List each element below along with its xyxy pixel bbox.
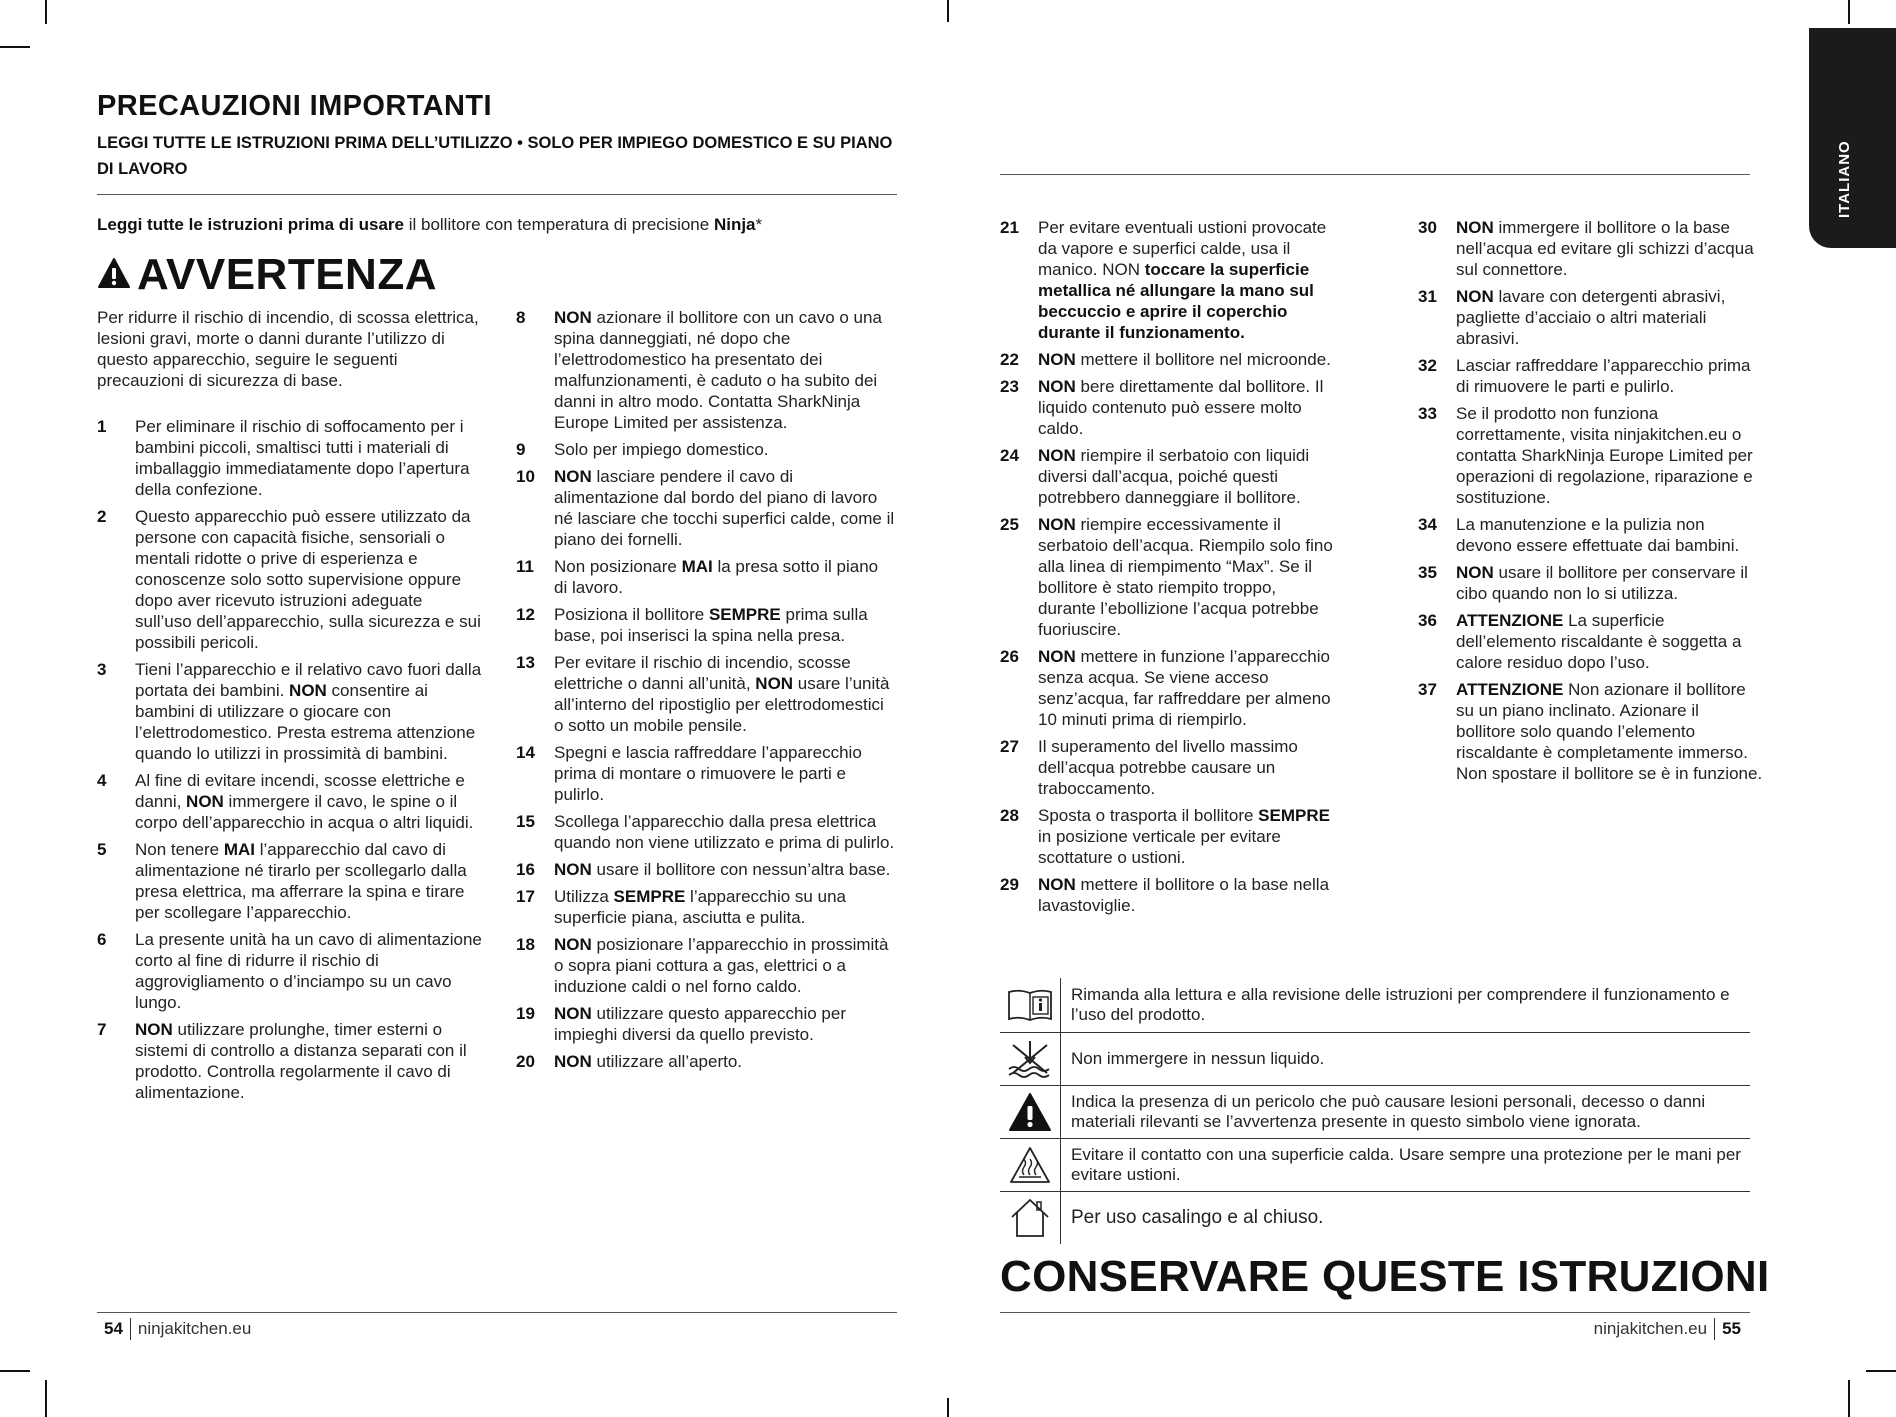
symbol-text: Rimanda alla lettura e alla revisione delle istruzioni per comprendere il funzionamento e l’uso del prodotto. (1071, 985, 1730, 1024)
precaution-item: 7 NON utilizzare prolunghe, timer esterni o sistemi di controllo a distanza separati con il prodotto. Controlla regolarmente il cavo di alimentazione. (97, 1020, 467, 1102)
keep-instructions-title: CONSERVARE QUESTE ISTRUZIONI (1000, 1252, 1770, 1301)
intro-bold: Leggi tutte le istruzioni prima di usare (97, 215, 404, 234)
header-rule (1000, 174, 1750, 175)
precaution-item: 23 NON bere direttamente dal bollitore. Il liquido contenuto può essere molto caldo. (1000, 377, 1324, 438)
hot-surface-icon (1000, 1139, 1061, 1191)
intro-mark: * (755, 215, 763, 234)
precaution-item: 20 NON utilizzare all’aperto. (516, 1052, 743, 1071)
page-number: 54 (104, 1319, 123, 1338)
precaution-list-1 (97, 416, 482, 1103)
precaution-item: 3 Tieni l’apparecchio e il relativo cavo fuori dalla portata dei bambini. NON consentire ai bambini di utilizzare o giocare con l’elettrodomestico. Presta estrema attenzione quando lo utilizzi in prossimità di bambini. (97, 660, 482, 763)
language-label: ITALIANO (1836, 140, 1853, 218)
footer-divider (130, 1318, 131, 1340)
header-rule (97, 194, 897, 195)
intro-line (97, 215, 762, 235)
symbol-row (1000, 1033, 1750, 1086)
precaution-item: 21 Per evitare eventuali ustioni provocate da vapore e superfici calde, usa il manico. NON toccare la superficie metallica né allungare la mano sul beccuccio e aprire il coperchio durante il funzionamento. (1000, 218, 1327, 342)
precaution-item: 33 Se il prodotto non funziona correttamente, visita ninjakitchen.eu o contatta SharkNinja Europe Limited per operazioni di regolazione, riparazione e sostituzione. (1418, 404, 1753, 507)
precaution-item: 22 NON mettere il bollitore nel microonde. (1000, 350, 1331, 369)
precaution-item: 12 Posiziona il bollitore SEMPRE prima sulla base, poi inserisci la spina nella presa. (516, 605, 868, 645)
precaution-item: 32 Lasciar raffreddare l’apparecchio prima di rimuovere le parti e pulirlo. (1418, 356, 1751, 396)
symbol-row (1000, 1086, 1750, 1139)
symbols-table (1000, 978, 1750, 1244)
precaution-item: 37 ATTENZIONE Non azionare il bollitore su un piano inclinato. Azionare il bollitore solo quando l’elemento riscaldante è completamente immerso. Non spostare il bollitore se è in funzione. (1418, 680, 1763, 783)
precaution-list-4 (1418, 217, 1763, 784)
language-tab (1809, 28, 1896, 248)
do-not-immerse-icon (1000, 1033, 1061, 1085)
precaution-item: 36 ATTENZIONE La superficie dell’elemento riscaldante è soggetta a calore residuo dopo l’uso. (1418, 611, 1742, 672)
precaution-item: 5 Non tenere MAI l’apparecchio dal cavo di alimentazione né tirarlo per scollegarlo dalla presa elettrica, ma afferrare la spina e tirare per scollegare l’apparecchio. (97, 840, 467, 922)
precaution-item: 18 NON posizionare l’apparecchio in prossimità o sopra piani cottura a gas, elettrici o a induzione caldi o nel forno caldo. (516, 935, 889, 996)
footer-site: ninjakitchen.eu (1593, 1319, 1708, 1338)
symbol-text: Per uso casalingo e al chiuso. (1071, 1207, 1324, 1228)
left-column-1 (97, 307, 482, 1109)
symbol-row (1000, 978, 1750, 1033)
precaution-item: 10 NON lasciare pendere il cavo di alimentazione dal bordo del piano di lavoro né lasciare che tocchi superfici calde, come il piano dei fornelli. (516, 467, 895, 549)
precaution-item: 4 Al fine di evitare incendi, scosse elettriche e danni, NON immergere il cavo, le spine o il corpo dell’apparecchio in acqua o altri liquidi. (97, 771, 474, 832)
footer-left (104, 1318, 251, 1340)
warning-triangle-icon (97, 257, 131, 294)
precaution-item: 13 Per evitare il rischio di incendio, scosse elettriche o danni all’unità, NON usare l’unità all’interno del ripostiglio per elettrodomestici o sotto un mobile pensile. (516, 653, 890, 735)
precaution-item: 25 NON riempire eccessivamente il serbatoio dell’acqua. Riempilo solo fino alla linea di riempimento “Max”. Se il bollitore è stato riempito troppo, durante l’ebollizione l’acqua potrebbe fuoriuscire. (1000, 515, 1333, 639)
warning-title: AVVERTENZA (137, 250, 437, 299)
footer-divider (1714, 1318, 1715, 1340)
precaution-list-3 (1000, 217, 1335, 916)
footer-site: ninjakitchen.eu (137, 1319, 252, 1338)
warning-heading (97, 250, 437, 300)
precaution-list-2 (516, 307, 896, 1072)
precaution-item: 15 Scollega l’apparecchio dalla presa elettrica quando non viene utilizzato e prima di pulirlo. (516, 812, 895, 852)
precaution-item: 24 NON riempire il serbatoio con liquidi diversi dall’acqua, poiché questi potrebbero danneggiare il bollitore. (1000, 446, 1310, 507)
warning-text: Per ridurre il rischio di incendio, di scossa elettrica, lesioni gravi, morte o danni durante l’utilizzo di questo apparecchio, seguire le seguenti precauzioni di sicurezza di base. (97, 308, 479, 390)
footer-rule (1000, 1312, 1750, 1313)
indoor-home-icon (1000, 1192, 1061, 1244)
precaution-item: 17 Utilizza SEMPRE l’apparecchio su una superficie piana, asciutta e pulita. (516, 887, 846, 927)
precaution-item: 27 Il superamento del livello massimo dell’acqua potrebbe causare un traboccamento. (1000, 737, 1298, 798)
precaution-item: 16 NON usare il bollitore con nessun’altra base. (516, 860, 891, 879)
footer-right (1594, 1318, 1741, 1340)
symbol-row (1000, 1139, 1750, 1192)
page-subtitle: LEGGI TUTTE LE ISTRUZIONI PRIMA DELL’UTILIZZO • SOLO PER IMPIEGO DOMESTICO E SU PIANO DI LAVORO (97, 134, 893, 178)
symbol-text: Evitare il contatto con una superficie calda. Usare sempre una protezione per le mani per evitare ustioni. (1071, 1145, 1741, 1184)
intro-brand: Ninja (713, 215, 756, 234)
precaution-item: 2 Questo apparecchio può essere utilizzato da persone con capacità fisiche, sensoriali o mentali ridotte o prive di esperienza e conoscenze solo sotto supervisione oppure dopo aver ricevuto istruzioni adeguate sull’uso dell’apparecchio, sulla sicurezza e sui possibili pericoli. (97, 507, 481, 652)
footer-rule (97, 1312, 897, 1313)
right-page (948, 0, 1896, 1417)
precaution-item: 11 Non posizionare MAI la presa sotto il piano di lavoro. (516, 557, 879, 597)
symbol-row (1000, 1192, 1750, 1244)
precaution-item: 26 NON mettere in funzione l’apparecchio senza acqua. Se viene acceso senz’acqua, far raffreddare per almeno 10 minuti prima di riempirlo. (1000, 647, 1331, 729)
page-number: 55 (1722, 1319, 1741, 1338)
symbol-text: Non immergere in nessun liquido. (1071, 1049, 1325, 1068)
precaution-item: 34 La manutenzione e la pulizia non devono essere effettuate dai bambini. (1418, 515, 1740, 555)
precaution-item: 1 Per eliminare il rischio di soffocamento per i bambini piccoli, smaltisci tutti i materiali di imballaggio immediatamente dopo l’apertura della confezione. (97, 417, 470, 499)
danger-triangle-icon (1000, 1086, 1061, 1138)
precaution-item: 9 Solo per impiego domestico. (516, 440, 769, 459)
precaution-item: 31 NON lavare con detergenti abrasivi, pagliette d’acciaio o altri materiali abrasivi. (1418, 287, 1726, 348)
symbol-text: Indica la presenza di un pericolo che può causare lesioni personali, decesso o danni materiali rilevanti se l’avvertenza presente in questo simbolo viene ignorata. (1071, 1092, 1706, 1131)
precaution-item: 30 NON immergere il bollitore o la base nell’acqua ed evitare gli schizzi d’acqua sul connettore. (1418, 218, 1754, 279)
precaution-item: 28 Sposta o trasporta il bollitore SEMPRE in posizione verticale per evitare scottature o ustioni. (1000, 806, 1330, 867)
intro-text: il bollitore con temperatura di precisione (404, 215, 714, 234)
precaution-item: 6 La presente unità ha un cavo di alimentazione corto al fine di ridurre il rischio di aggrovigliamento o d’inciampo su un cavo lungo. (97, 930, 482, 1012)
precaution-item: 8 NON azionare il bollitore con un cavo o una spina danneggiati, né dopo che l’elettrodomestico ha presentato dei malfunzionamenti, è caduto o ha subito dei danni in altro modo. Contatta SharkNinja Europe Limited per assistenza. (516, 308, 882, 432)
precaution-item: 19 NON utilizzare questo apparecchio per impieghi diversi da quello previsto. (516, 1004, 846, 1044)
precaution-item: 29 NON mettere il bollitore o la base nella lavastoviglie. (1000, 875, 1330, 915)
precaution-item: 35 NON usare il bollitore per conservare il cibo quando non lo si utilizza. (1418, 563, 1748, 603)
read-manual-icon (1000, 978, 1061, 1032)
left-column-2 (516, 307, 896, 1078)
right-column-2 (1418, 217, 1763, 790)
page-title: PRECAUZIONI IMPORTANTI (97, 90, 492, 122)
right-column-1 (1000, 217, 1335, 922)
precaution-item: 14 Spegni e lascia raffreddare l’apparecchio prima di montare o rimuovere le parti e pulirlo. (516, 743, 862, 804)
